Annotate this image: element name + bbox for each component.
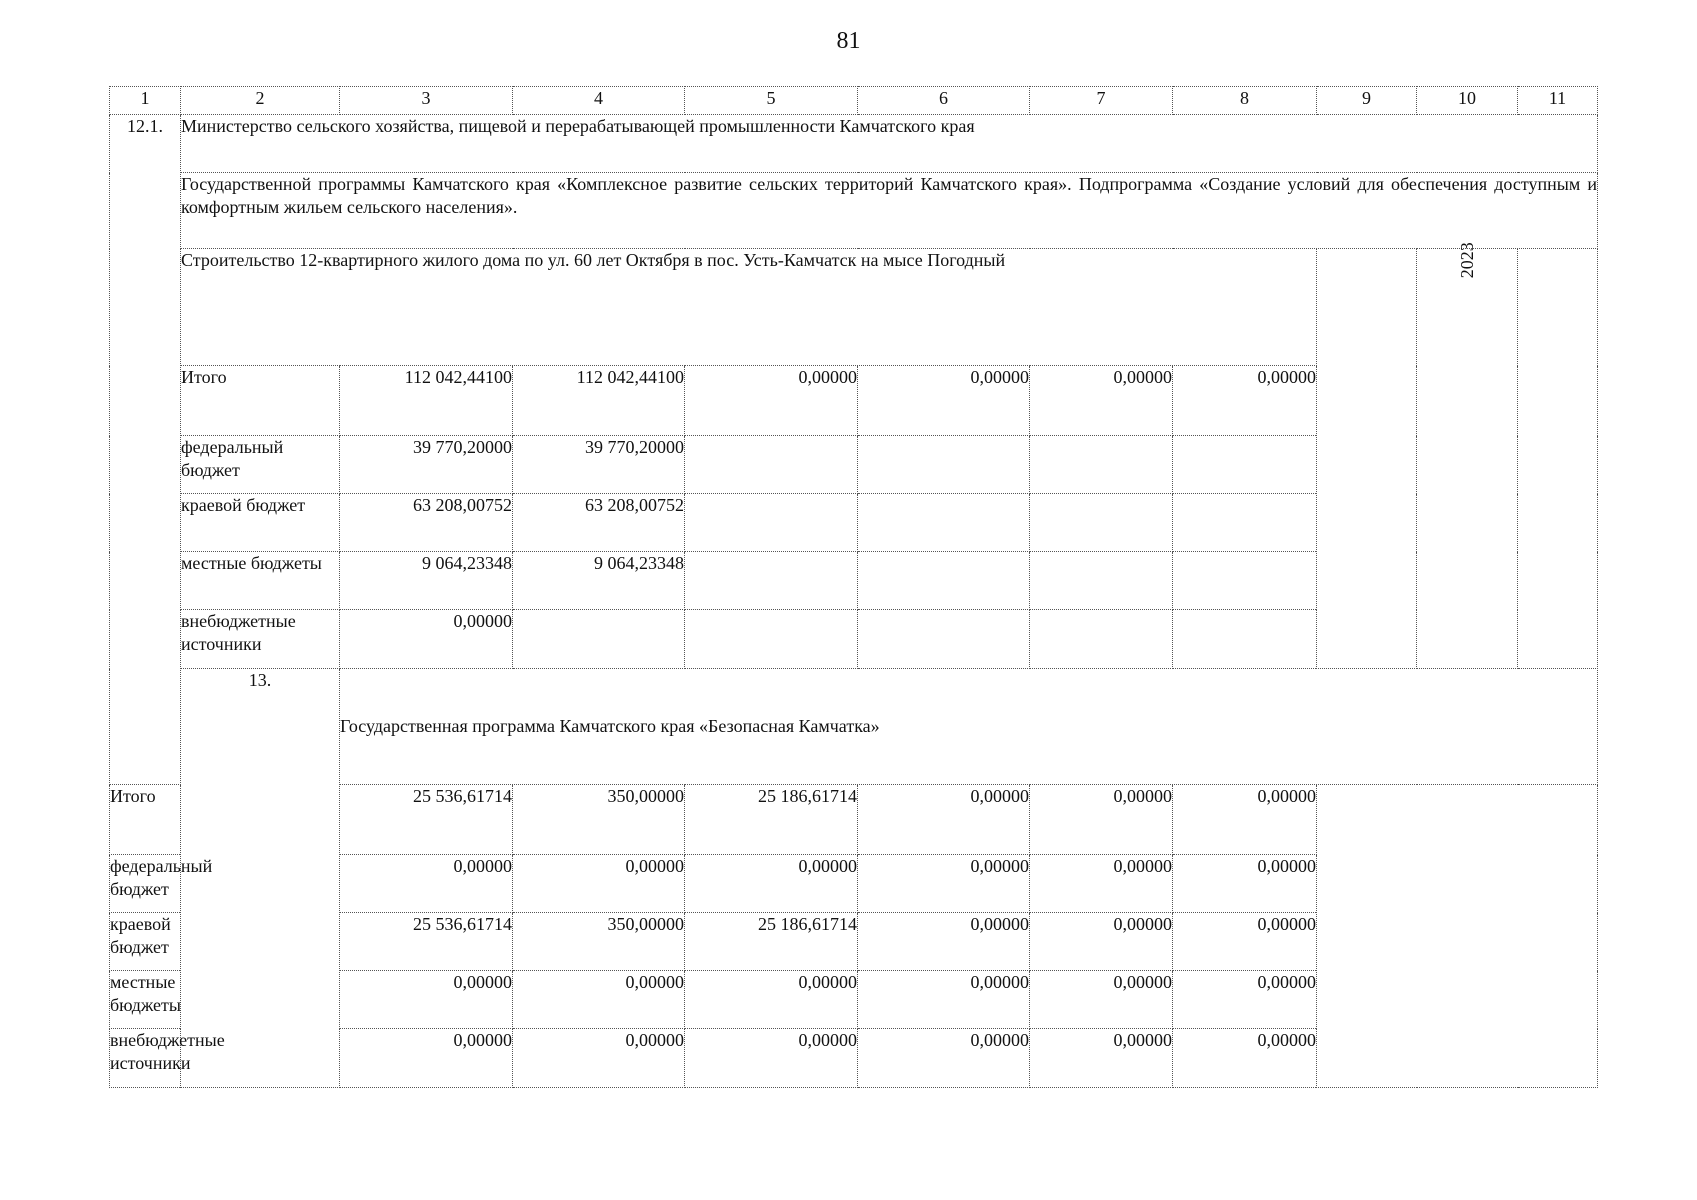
header-cell: 6 [858, 87, 1030, 115]
value-cell: 0,00000 [1030, 971, 1173, 1029]
value-cell: 0,00000 [513, 1029, 685, 1088]
empty-tail-cell [1317, 785, 1598, 1088]
value-cell: 0,00000 [1173, 785, 1317, 855]
value-cell [1173, 610, 1317, 669]
value-cell: 25 186,61714 [685, 785, 858, 855]
value-cell: 0,00000 [1030, 1029, 1173, 1088]
value-cell [1030, 552, 1173, 610]
value-cell: 63 208,00752 [513, 494, 685, 552]
value-cell: 0,00000 [685, 366, 858, 436]
value-cell [1030, 436, 1173, 494]
value-cell: 0,00000 [685, 971, 858, 1029]
header-cell: 2 [181, 87, 340, 115]
program-row [110, 173, 1598, 249]
value-cell: 0,00000 [1173, 913, 1317, 971]
header-cell: 9 [1317, 87, 1417, 115]
header-cell: 3 [340, 87, 513, 115]
value-cell [1030, 610, 1173, 669]
row-number-13: 13. [181, 669, 340, 1088]
value-cell: 0,00000 [1173, 366, 1317, 436]
value-cell [685, 552, 858, 610]
value-cell [1030, 494, 1173, 552]
ministry-row [110, 115, 1598, 173]
value-cell: 63 208,00752 [340, 494, 513, 552]
page-number: 81 [836, 28, 861, 54]
value-cell: 0,00000 [1173, 971, 1317, 1029]
value-cell: 9 064,23348 [340, 552, 513, 610]
value-cell [858, 494, 1030, 552]
value-cell: 0,00000 [1030, 785, 1173, 855]
row-label: местные бюджеты [181, 552, 340, 610]
value-cell: 112 042,44100 [340, 366, 513, 436]
value-cell: 0,00000 [1173, 1029, 1317, 1088]
value-cell [858, 552, 1030, 610]
row-label: местные бюджеты [110, 971, 181, 1029]
budget-table [109, 86, 1598, 1088]
value-cell: 0,00000 [1030, 855, 1173, 913]
program-name: Государственная программа Камчатского края «Безопасная Камчатка» [340, 669, 1598, 785]
value-cell [685, 436, 858, 494]
value-cell: 350,00000 [513, 785, 685, 855]
year-cell [1417, 242, 1518, 669]
row-label: федеральный бюджет [181, 436, 340, 494]
value-cell [1173, 436, 1317, 494]
object-row [110, 249, 1598, 366]
value-cell [858, 610, 1030, 669]
value-cell: 25 536,61714 [340, 913, 513, 971]
value-cell: 0,00000 [513, 855, 685, 913]
value-cell: 0,00000 [340, 610, 513, 669]
header-cell: 5 [685, 87, 858, 115]
value-cell: 112 042,44100 [513, 366, 685, 436]
value-cell [858, 436, 1030, 494]
header-row [110, 87, 1598, 115]
value-cell: 0,00000 [858, 366, 1030, 436]
header-cell: 1 [110, 87, 181, 115]
program-row [110, 669, 1598, 785]
value-cell: 25 186,61714 [685, 913, 858, 971]
header-cell: 8 [1173, 87, 1317, 115]
row-label: внебюджетные источники [110, 1029, 181, 1088]
value-cell [1173, 552, 1317, 610]
col9-cell [1317, 249, 1417, 669]
value-cell: 39 770,20000 [340, 436, 513, 494]
row-label: внебюджетные источники [181, 610, 340, 669]
value-cell [1173, 494, 1317, 552]
value-cell: 25 536,61714 [340, 785, 513, 855]
value-cell: 0,00000 [1030, 913, 1173, 971]
value-cell: 0,00000 [1030, 366, 1173, 436]
value-cell: 0,00000 [1173, 855, 1317, 913]
value-cell: 0,00000 [685, 855, 858, 913]
program-name: Государственной программы Камчатского края «Комплексное развитие сельских территорий Камчатского края». Подпрограмма «Создание условий для обеспечения доступным и комфортным жильем сельского населения». [181, 173, 1598, 249]
row-label: Итого [110, 785, 181, 855]
value-cell: 39 770,20000 [513, 436, 685, 494]
header-cell: 7 [1030, 87, 1173, 115]
value-cell: 0,00000 [858, 1029, 1030, 1088]
value-cell: 0,00000 [340, 1029, 513, 1088]
row-label: федеральный бюджет [110, 855, 181, 913]
object-name: Строительство 12-квартирного жилого дома по ул. 60 лет Октября в пос. Усть-Камчатск на мысе Погодный [181, 249, 1317, 366]
row-number-12-1: 12.1. [110, 115, 181, 785]
col11-cell [1518, 249, 1598, 669]
row-label: Итого [181, 366, 340, 436]
header-cell: 11 [1518, 87, 1598, 115]
value-cell: 350,00000 [513, 913, 685, 971]
value-cell: 0,00000 [340, 971, 513, 1029]
value-cell: 0,00000 [513, 971, 685, 1029]
value-cell: 0,00000 [858, 913, 1030, 971]
value-cell: 0,00000 [858, 785, 1030, 855]
header-cell: 4 [513, 87, 685, 115]
row-label: краевой бюджет [110, 913, 181, 971]
year-text: 2023 [1456, 242, 1477, 279]
value-cell: 0,00000 [685, 1029, 858, 1088]
value-cell [685, 494, 858, 552]
header-cell: 10 [1417, 87, 1518, 115]
value-cell: 0,00000 [340, 855, 513, 913]
value-cell: 0,00000 [858, 971, 1030, 1029]
value-cell [513, 610, 685, 669]
ministry-name: Министерство сельского хозяйства, пищевой и перерабатывающей промышленности Камчатского края [181, 115, 1598, 173]
value-cell: 0,00000 [858, 855, 1030, 913]
value-cell [685, 610, 858, 669]
row-label: краевой бюджет [181, 494, 340, 552]
value-cell: 9 064,23348 [513, 552, 685, 610]
